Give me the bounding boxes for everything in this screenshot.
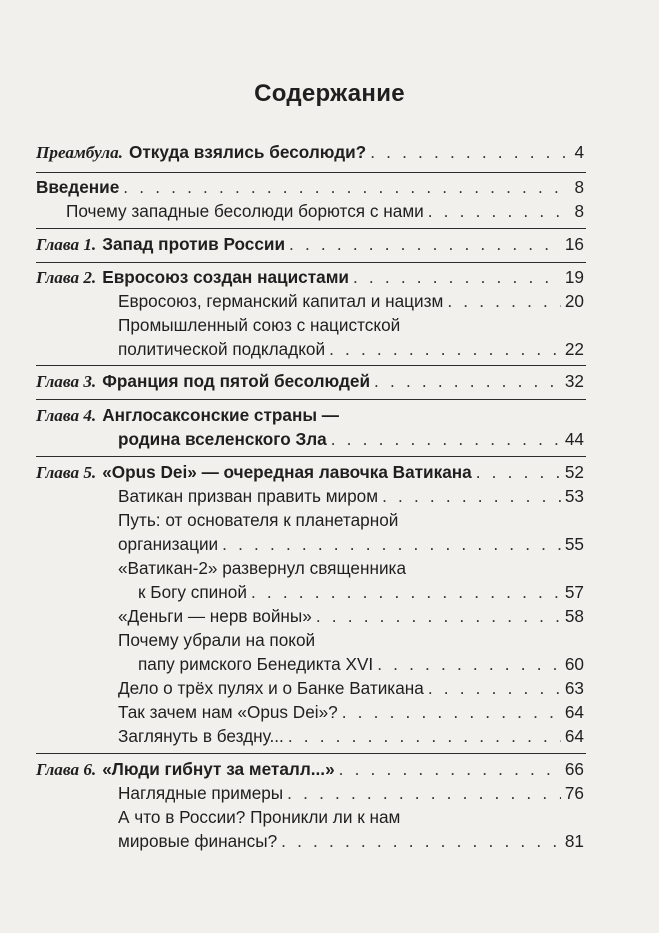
page-number: 76 <box>564 783 584 803</box>
page-number: 64 <box>564 702 584 722</box>
page-number: 16 <box>564 234 584 254</box>
leader-dots <box>123 175 566 199</box>
toc-entry-chapter-1[interactable] <box>36 232 584 256</box>
entry-title: Евросоюз создан нацистами <box>102 267 349 287</box>
page-number: 53 <box>564 486 584 506</box>
toc-entry-sub[interactable] <box>118 532 584 556</box>
leader-dots <box>287 781 561 805</box>
leader-dots <box>339 757 561 781</box>
entry-title: мировые финансы? <box>118 831 278 851</box>
page-number: 58 <box>564 606 584 626</box>
toc-entry-sub[interactable] <box>118 484 584 508</box>
toc-entry-sub[interactable] <box>118 676 584 700</box>
leader-dots <box>382 484 561 508</box>
leader-dots <box>251 580 561 604</box>
entry-title: папу римского Бенедикта XVI <box>138 654 374 674</box>
entry-title: Запад против России <box>102 234 286 254</box>
page-number: 81 <box>564 831 584 851</box>
entry-prefix: Глава 5. <box>36 463 97 482</box>
leader-dots <box>370 140 566 164</box>
entry-title: Заглянуть в бездну... <box>118 726 284 746</box>
toc-entry-introduction[interactable] <box>36 175 584 199</box>
leader-dots <box>316 604 561 628</box>
entry-title-line1: Почему убрали на покой <box>118 630 316 650</box>
toc-entry-chapter-3[interactable] <box>36 369 584 393</box>
toc-entry-sub[interactable] <box>118 724 584 748</box>
page-number: 44 <box>564 429 584 449</box>
page-number: 20 <box>564 291 584 311</box>
toc-entry-chapter-2[interactable] <box>36 265 584 289</box>
leader-dots <box>447 289 561 313</box>
toc-entry-chapter-5[interactable] <box>36 460 584 484</box>
page-number: 64 <box>564 726 584 746</box>
leader-dots <box>476 460 561 484</box>
entry-title: организации <box>118 534 219 554</box>
entry-title: Евросоюз, германский капитал и нацизм <box>118 291 444 311</box>
leader-dots <box>342 700 561 724</box>
entry-title: Франция под пятой бесолюдей <box>102 371 371 391</box>
divider <box>36 753 586 754</box>
leader-dots <box>374 369 561 393</box>
page-number: 55 <box>564 534 584 554</box>
page-number: 52 <box>564 462 584 482</box>
page-number: 8 <box>574 201 584 221</box>
page-number: 63 <box>564 678 584 698</box>
entry-title: Так зачем нам «Opus Dei»? <box>118 702 338 722</box>
page-title: Содержание <box>254 80 405 107</box>
leader-dots <box>222 532 561 556</box>
entry-title: «Люди гибнут за металл...» <box>102 759 335 779</box>
page-number: 8 <box>574 177 584 197</box>
divider <box>36 399 586 400</box>
leader-dots <box>288 724 561 748</box>
toc-entry-sub[interactable] <box>118 700 584 724</box>
entry-prefix: Глава 3. <box>36 372 97 391</box>
entry-title-line1: «Ватикан-2» развернул священника <box>118 558 406 578</box>
entry-prefix: Глава 6. <box>36 760 97 779</box>
divider <box>36 456 586 457</box>
entry-title: Ватикан призван править миром <box>118 486 379 506</box>
toc-entry-chapter-4-cont[interactable] <box>118 427 584 451</box>
entry-title-line1: А что в России? Проникли ли к нам <box>118 807 401 827</box>
entry-title: Наглядные примеры <box>118 783 284 803</box>
entry-title: «Opus Dei» — очередная лавочка Ватикана <box>102 462 472 482</box>
entry-title: Откуда взялись бесолюди? <box>128 142 367 162</box>
entry-title-line1: Англосаксонские страны — <box>102 405 339 425</box>
divider <box>36 172 586 173</box>
entry-title: Введение <box>36 177 120 197</box>
page-number: 57 <box>564 582 584 602</box>
leader-dots <box>329 337 561 361</box>
entry-prefix: Глава 4. <box>36 406 97 425</box>
entry-title: родина вселенского Зла <box>118 429 327 449</box>
entry-title: Дело о трёх пулях и о Банке Ватикана <box>118 678 424 698</box>
toc-entry-preamble[interactable] <box>36 140 584 164</box>
toc-entry-sub[interactable] <box>66 199 584 223</box>
toc-entry-chapter-4[interactable] <box>36 403 584 427</box>
divider <box>36 228 586 229</box>
toc-entry-sub[interactable] <box>118 337 584 361</box>
entry-title-line1: Промышленный союз с нацистской <box>118 315 401 335</box>
entry-title: к Богу спиной <box>138 582 247 602</box>
entry-title: политической подкладкой <box>118 339 326 359</box>
entry-prefix: Глава 1. <box>36 235 97 254</box>
leader-dots <box>428 199 566 223</box>
page-number: 60 <box>564 654 584 674</box>
page-number: 22 <box>564 339 584 359</box>
leader-dots <box>289 232 561 256</box>
page-number: 19 <box>564 267 584 287</box>
toc-entry-sub[interactable] <box>118 604 584 628</box>
toc-entry-sub[interactable] <box>138 652 584 676</box>
divider <box>36 262 586 263</box>
toc-entry-chapter-6[interactable] <box>36 757 584 781</box>
leader-dots <box>377 652 561 676</box>
toc-entry-sub[interactable] <box>118 829 584 853</box>
leader-dots <box>353 265 561 289</box>
page-number: 32 <box>564 371 584 391</box>
leader-dots <box>331 427 561 451</box>
toc-entry-sub[interactable] <box>138 580 584 604</box>
page-number: 4 <box>574 142 584 162</box>
page-number: 66 <box>564 759 584 779</box>
leader-dots <box>428 676 561 700</box>
entry-title: Почему западные бесолюди борются с нами <box>66 201 424 221</box>
entry-title: «Деньги — нерв войны» <box>118 606 312 626</box>
divider <box>36 365 586 366</box>
toc-entry-sub[interactable] <box>118 781 584 805</box>
toc-entry-sub[interactable] <box>118 289 584 313</box>
entry-prefix: Глава 2. <box>36 268 97 287</box>
entry-prefix: Преамбула. <box>36 143 123 162</box>
entry-title-line1: Путь: от основателя к планетарной <box>118 510 399 530</box>
leader-dots <box>281 829 561 853</box>
